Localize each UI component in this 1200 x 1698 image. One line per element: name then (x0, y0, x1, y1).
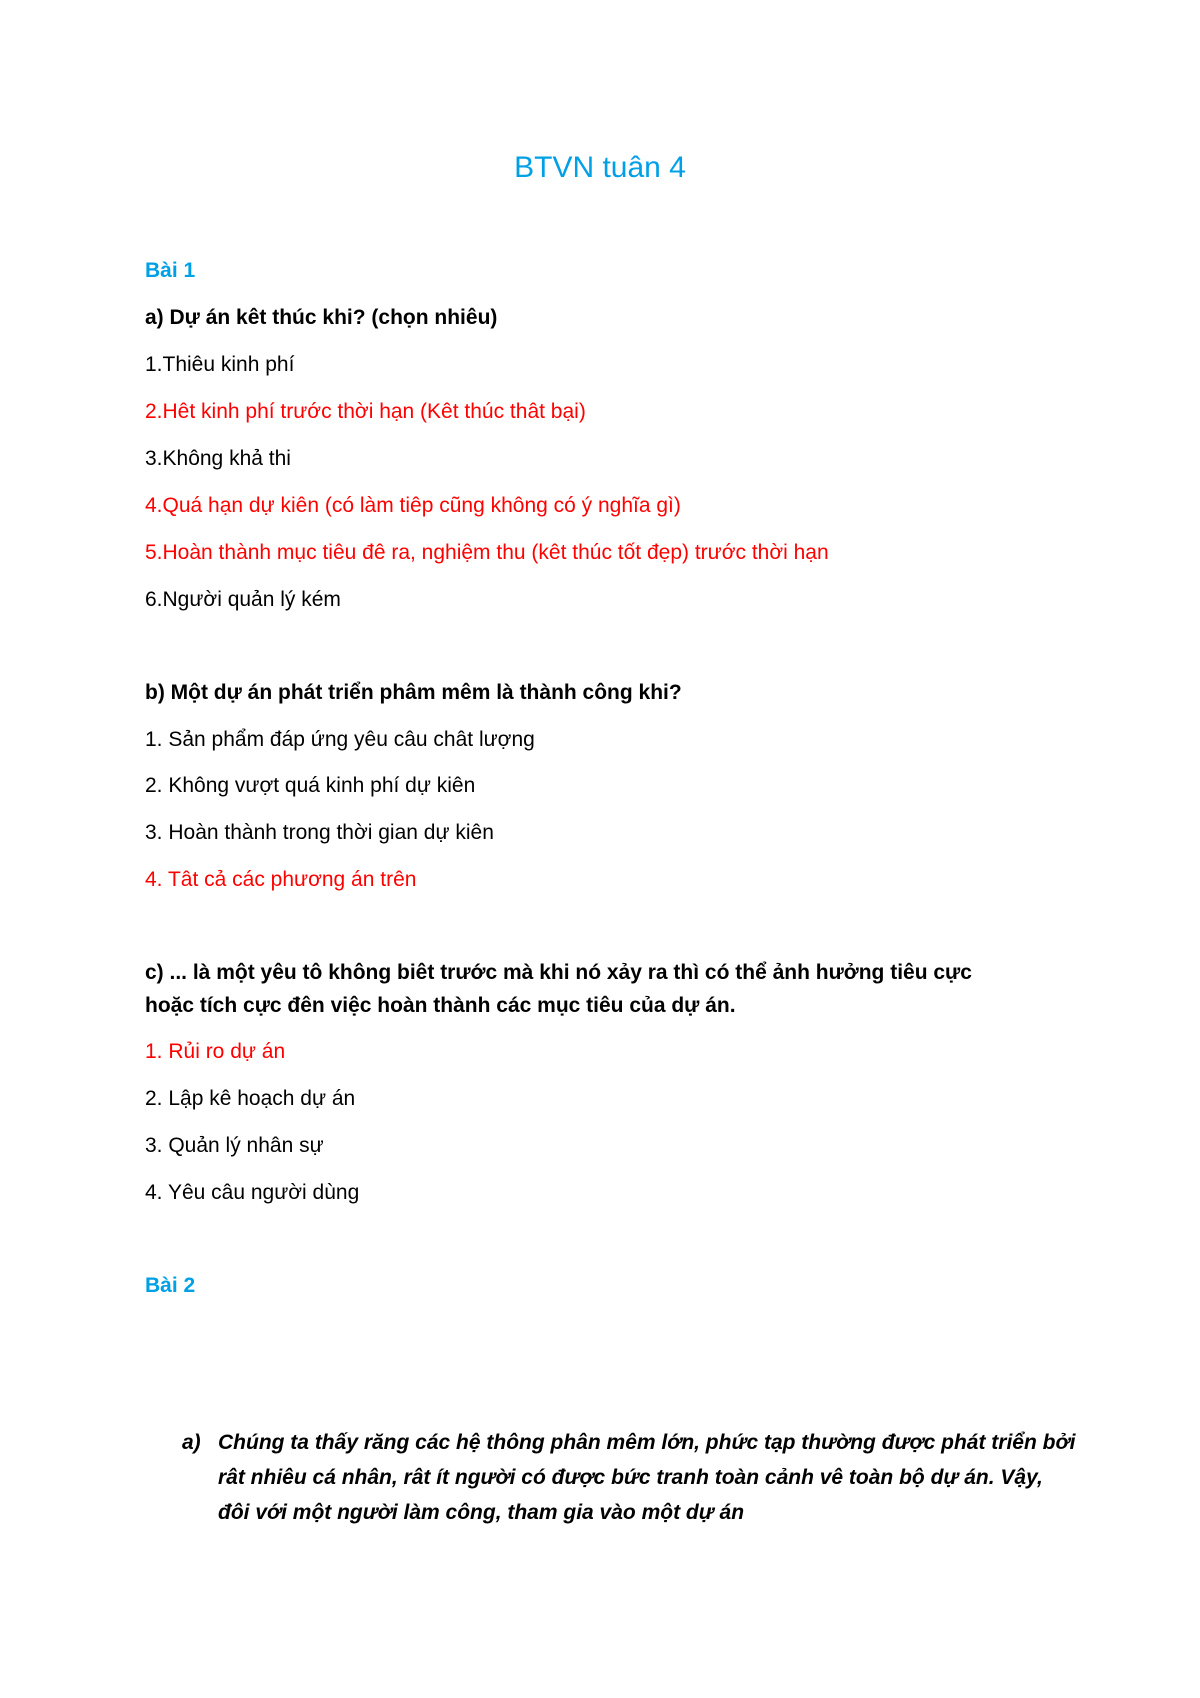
option-a4-answer: 4.Quá hạn dự kiên (có làm tiêp cũng không có ý nghĩa gì) (145, 494, 681, 517)
option-a5-answer: 5.Hoàn thành mục tiêu đê ra, nghiệm thu (kêt thúc tốt đẹp) trước thời hạn (145, 541, 829, 564)
option-c1-answer: 1. Rủi ro dự án (145, 1040, 286, 1063)
option-b4-answer: 4. Tât cả các phương án trên (145, 868, 417, 891)
question-b: b) Một dự án phát triển phâm mêm là thành công khi? (145, 681, 682, 704)
option-a6: 6.Người quản lý kém (145, 588, 341, 611)
option-b3: 3. Hoàn thành trong thời gian dự kiên (145, 821, 494, 844)
option-c4: 4. Yêu câu người dùng (145, 1181, 360, 1204)
option-a1: 1.Thiêu kinh phí (145, 353, 295, 376)
option-b1: 1. Sản phẩm đáp ứng yêu câu chât lượng (145, 728, 535, 751)
document-title: BTVN tuân 4 (514, 151, 686, 184)
question-c-line2: hoặc tích cực đên việc hoàn thành các mục tiêu của dự án. (145, 994, 736, 1017)
option-a3: 3.Không khả thi (145, 447, 291, 470)
section-heading-bai1: Bài 1 (145, 259, 196, 282)
option-a2-answer: 2.Hêt kinh phí trước thời hạn (Kêt thúc thât bại) (145, 400, 586, 423)
question-c-line1: c) ... là một yêu tô không biêt trước mà khi nó xảy ra thì có thể ảnh hưởng tiêu cực (145, 961, 972, 984)
option-c2: 2. Lập kê hoạch dự án (145, 1087, 356, 1110)
list-marker: a) (182, 1431, 201, 1454)
question-a: a) Dự án kêt thúc khi? (chọn nhiêu) (145, 306, 498, 329)
section-heading-bai2: Bài 2 (145, 1274, 196, 1297)
bai2-question-a (182, 1425, 1078, 1530)
option-b2: 2. Không vượt quá kinh phí dự kiên (145, 774, 476, 797)
option-c3: 3. Quản lý nhân sự (145, 1134, 324, 1157)
bai2-question-a-text: Chúng ta thấy răng các hệ thông phân mêm lớn, phức tạp thường được phát triển bởi rât nhiêu cá nhân, rât ít người có được bức tranh toàn cảnh vê toàn bộ dự án. Vậy, đôi với một người làm công, tham gia vào một dự án (218, 1431, 1076, 1524)
